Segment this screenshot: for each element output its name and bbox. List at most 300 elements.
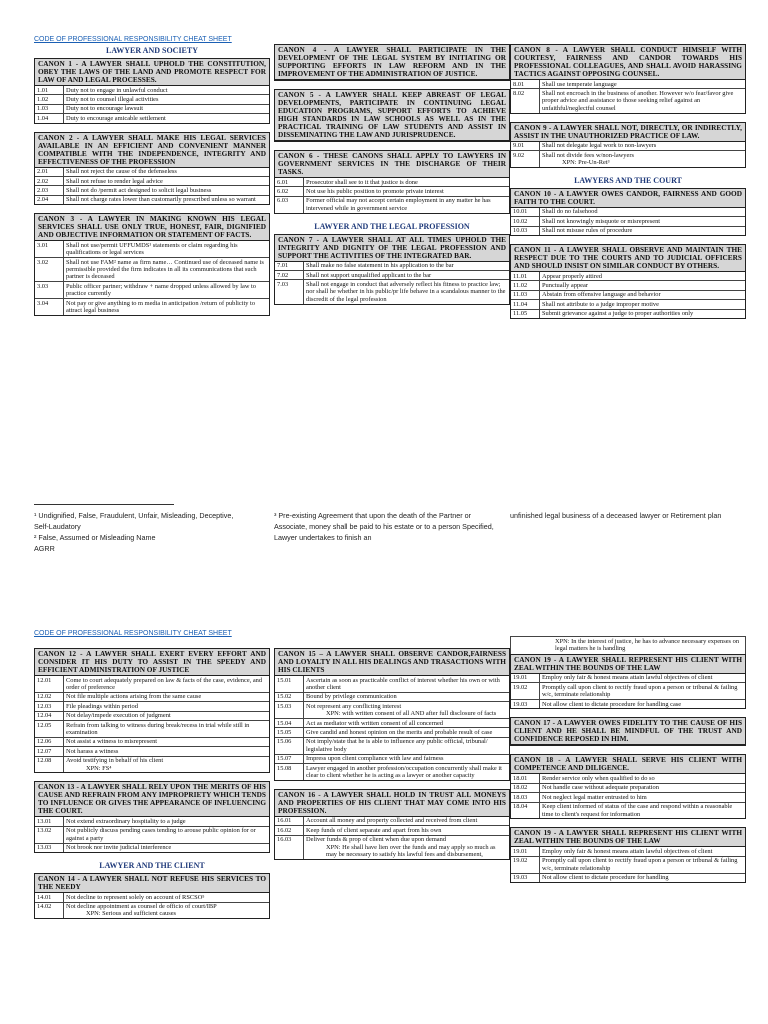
rule-text-main: Former official may not accept certain employment in any matter he has intervened while in government service <box>306 197 491 212</box>
rule-text <box>540 700 746 709</box>
footnote-3-cont: unfinished legal business of a deceased lawyer or Retirement plan <box>510 511 722 520</box>
rule-row <box>511 290 745 299</box>
rule-number: 10.03 <box>511 226 540 235</box>
rule-number: 12.02 <box>35 692 64 701</box>
header-link[interactable]: CODE OF PROFESSIONAL RESPONSIBILITY CHEAT SHEET <box>34 36 232 43</box>
rule-text <box>64 282 270 299</box>
rule-row <box>275 737 509 754</box>
rule-row <box>511 847 745 856</box>
rule-number: 14.01 <box>35 893 64 902</box>
rule-number: 10.01 <box>511 208 540 217</box>
rule-text <box>304 754 510 763</box>
rule-row <box>35 241 269 257</box>
rule-text-main: Impress upon client compliance with law and fairness <box>306 755 444 763</box>
rule-row <box>35 843 269 852</box>
rule-text-main: Not assist a witness to misrepresent <box>66 738 158 746</box>
rule-row <box>275 719 509 728</box>
rule-text <box>540 783 746 792</box>
rule-text-main: Abstain from offensive language and behavior <box>542 291 661 299</box>
rule-text <box>304 764 510 780</box>
canon-box <box>34 132 270 206</box>
rule-text <box>540 793 746 802</box>
rule-text <box>64 893 270 902</box>
canon-title: CANON 17 - A LAWYER OWES FIDELITY TO THE CAUSE OF HIS CLIENT AND HE SHALL BE MINDFUL OF THE TRUST AND CONFIDENCE REPOSED IN HIM. <box>511 718 745 745</box>
rule-text <box>64 826 270 843</box>
rule-text <box>64 817 270 826</box>
rule-text-main: Not allow client to dictate procedure for handling case <box>542 700 682 708</box>
rule-row <box>275 728 509 737</box>
rule-row <box>275 692 509 701</box>
rule-number: 7.01 <box>275 262 304 271</box>
canon-title: CANON 15 – A LAWYER SHALL OBSERVE CANDOR,FAIRNESS AND LOYALTY IN ALL HIS DEALINGS AND TRASACTIONS WITH HIS CLIENTS <box>275 649 509 676</box>
canon-title: CANON 10 - A LAWYER OWES CANDOR, FAIRNESS AND GOOD FAITH TO THE COURT. <box>511 189 745 208</box>
rule-row <box>35 186 269 195</box>
canon-box <box>34 648 270 773</box>
rule-number: 18.03 <box>511 793 540 802</box>
rules-table <box>511 80 745 113</box>
rule-number: 16.01 <box>275 817 304 826</box>
rule-text-main: Not file multiple actions arising from the same cause <box>66 693 202 701</box>
rule-text-main: Not harass a witness <box>66 747 119 755</box>
rules-table <box>275 262 509 304</box>
rule-text <box>64 86 270 95</box>
rule-text-main: Public officer partner; withdraw + name dropped unless allowed by law to practice currently <box>66 282 257 298</box>
rule-number: 15.04 <box>275 719 304 728</box>
rules-table <box>35 676 269 772</box>
footnote-agrr: AGRR <box>34 544 55 553</box>
rule-text <box>304 676 510 692</box>
rule-text <box>304 702 510 719</box>
rule-number: 2.04 <box>35 195 64 204</box>
rule-text <box>64 195 270 204</box>
canon-box <box>510 654 746 710</box>
footnote-2-text: ² False, Assumed or Misleading Name <box>34 533 156 542</box>
rule-number: 12.04 <box>35 711 64 720</box>
rule-text <box>64 186 270 195</box>
rule-row <box>35 826 269 843</box>
rule-row <box>35 299 269 315</box>
rule-row <box>275 835 509 859</box>
rule-text-main: Shall not engage in conduct that adversely reflect his fitness to practice law; nor shall he whether in his public/pr life behave in a scandalous manner to the discredit of the legal profession <box>306 280 506 303</box>
continued-exception: XPN: In the interest of justice, he has to advance necessary expenses on legal matters he is handling <box>510 636 746 654</box>
rule-text <box>64 95 270 104</box>
p1-col3 <box>510 44 746 327</box>
canon-title: CANON 14 - A LAWYER SHALL NOT REFUSE HIS SERVICES TO THE NEEDY <box>35 874 269 893</box>
rule-text-main: Shall not charge rates lower than customarily prescribed unless so warrant <box>66 196 256 204</box>
rule-text-main: Not brook nor invite judicial interference <box>66 844 172 852</box>
rule-number: 3.03 <box>35 282 64 299</box>
rule-row <box>511 217 745 226</box>
rule-text <box>64 756 270 772</box>
rule-text-main: Shall not misuse rules of procedure <box>542 227 633 235</box>
rule-row <box>275 702 509 719</box>
rule-text-main: Render service only when qualified to do so <box>542 774 655 782</box>
rule-text-main: Employ only fair & honest means attain lawful objectives of client <box>542 847 713 855</box>
rules-table <box>511 847 745 882</box>
canon-title: CANON 6 - THESE CANONS SHALL APPLY TO LAWYERS IN GOVERNMENT SERVICES IN THE DISCHARGE OF THEIR TASKS. <box>275 151 509 178</box>
rule-row <box>511 674 745 683</box>
rule-text-main: Not represent any conflicting interest <box>306 702 402 710</box>
rule-row <box>511 142 745 151</box>
p2-col2 <box>274 648 510 868</box>
rule-text-main: Come to court adequately prepared on law & facts of the case, evidence, and order of preference <box>66 676 263 691</box>
canon-title: CANON 11 - A LAWYER SHALL OBSERVE AND MAINTAIN THE RESPECT DUE TO THE COURTS AND TO JUDICIAL OFFICERS AND SHOULD INSIST ON SIMILAR CONDUCT BY OTHERS. <box>511 245 745 272</box>
header-link-2[interactable]: CODE OF PROFESSIONAL RESPONSIBILITY CHEAT SHEET <box>34 630 232 637</box>
rules-table <box>511 142 745 167</box>
rule-number: 19.02 <box>511 856 540 873</box>
rule-text-main: Shall make no false statement in his application to the bar <box>306 262 454 270</box>
canon-title: CANON 7 - A LAWYER SHALL AT ALL TIMES UPHOLD THE INTEGRITY AND DIGNITY OF THE LEGAL PROFESSION AND SUPPORT THE ACTIVITIES OF THE INTEGRATED BAR. <box>275 235 509 262</box>
rule-number: 2.02 <box>35 177 64 186</box>
rule-text <box>304 187 510 196</box>
rule-text <box>64 114 270 123</box>
rule-row <box>511 80 745 89</box>
rule-text-main: Submit grievance against a judge to proper authorities only <box>542 310 694 318</box>
rule-text <box>64 721 270 738</box>
rule-exception: XPN: with written consent of all AND after full disclosure of facts <box>326 710 497 718</box>
rule-text-main: Give candid and honest opinion on the merits and probable result of case <box>306 728 493 736</box>
canon-box <box>34 781 270 853</box>
rule-text-main: Shall not reject the cause of the defenseless <box>66 168 177 176</box>
rule-row <box>275 262 509 271</box>
rule-number: 3.02 <box>35 258 64 282</box>
rule-number: 12.03 <box>35 702 64 711</box>
rule-text-main: Punctually appear <box>542 281 588 289</box>
rule-number: 11.05 <box>511 309 540 318</box>
rule-row <box>511 856 745 873</box>
rule-number: 13.01 <box>35 817 64 826</box>
rule-text <box>304 719 510 728</box>
canon-title: CANON 3 - A LAWYER IN MAKING KNOWN HIS LEGAL SERVICES SHALL USE ONLY TRUE, HONEST, FAIR, DIGNIFIED AND OBJECTIVE INFORMATION OR STATEMENT OF FACTS. <box>35 214 269 241</box>
rule-number: 12.01 <box>35 676 64 692</box>
rule-text-main: Shall not refuse to render legal advice <box>66 177 163 185</box>
rule-text-main: Keep funds of client separate and apart from his own <box>306 826 442 834</box>
canon-title: CANON 9 - A LAWYER SHALL NOT, DIRECTLY, OR INDIRECTLY, ASSIST IN THE UNAUTHORIZED PRACTICE OF LAW. <box>511 123 745 142</box>
rule-number: 2.01 <box>35 168 64 177</box>
rule-number: 19.03 <box>511 700 540 709</box>
rule-row <box>511 700 745 709</box>
rule-text <box>304 178 510 187</box>
rule-row <box>35 282 269 299</box>
rule-text <box>304 826 510 835</box>
rule-row <box>511 309 745 318</box>
rule-text <box>540 674 746 683</box>
rule-exception: XPN: Pre-Un-Ret³ <box>562 158 610 166</box>
rule-text <box>64 676 270 692</box>
canon-box <box>34 213 270 316</box>
rule-text-main: Duty not to engage in unlawful conduct <box>66 86 168 94</box>
rule-text-main: Duty to encourage amicable settlement <box>66 114 166 122</box>
rule-row <box>35 114 269 123</box>
canon-title: CANON 19 - A LAWYER SHALL REPRESENT HIS CLIENT WITH ZEAL WITHIN THE BOUNDS OF THE LAW <box>511 828 745 847</box>
rule-row <box>275 817 509 826</box>
rule-number: 7.02 <box>275 271 304 280</box>
rule-number: 15.03 <box>275 702 304 719</box>
section-heading: LAWYER AND THE LEGAL PROFESSION <box>314 221 470 231</box>
section-heading: LAWYER AND THE CLIENT <box>99 861 205 871</box>
rule-row <box>275 764 509 780</box>
canon-box <box>34 873 270 919</box>
rule-text <box>64 737 270 746</box>
rule-text-main: Account all money and property collected and received from client <box>306 817 478 825</box>
rule-row <box>511 151 745 167</box>
rule-number: 8.02 <box>511 89 540 113</box>
rule-number: 18.01 <box>511 774 540 783</box>
rule-row <box>511 300 745 309</box>
rule-number: 11.03 <box>511 290 540 299</box>
rule-row <box>275 826 509 835</box>
canon-box <box>510 188 746 236</box>
rule-text <box>64 104 270 113</box>
rule-number: 7.03 <box>275 280 304 304</box>
rule-row <box>275 196 509 212</box>
rule-number: 19.01 <box>511 847 540 856</box>
rule-exception: XPN: FS⁴ <box>86 764 112 772</box>
rule-row <box>511 793 745 802</box>
rule-text-main: Not imply/state that he is able to influence any public official, tribunal/ legislative body <box>306 738 488 753</box>
rule-row <box>35 893 269 902</box>
rule-text-main: Shall not knowingly misquote or misrepresent <box>542 217 661 225</box>
rule-text-main: Shall not delegate legal work to non-lawyers <box>542 142 657 150</box>
rule-row <box>511 208 745 217</box>
rule-text <box>540 151 746 167</box>
rule-text-main: Duty not to counsel illegal activities <box>66 95 159 103</box>
rule-text-main: Not handle case without adequate preparation <box>542 784 659 792</box>
rules-table <box>511 208 745 235</box>
rule-number: 6.03 <box>275 196 304 212</box>
rule-text <box>304 280 510 304</box>
rule-text-main: Not extend extraordinary hospitality to a judge <box>66 817 186 825</box>
rule-text-main: Act as mediator with written consent of all concerned <box>306 719 443 727</box>
rule-text-main: Shall not divide fees w/non-lawyers <box>542 151 634 159</box>
section-heading: LAWYERS AND THE COURT <box>574 175 682 185</box>
canon-title: CANON 4 - A LAWYER SHALL PARTICIPATE IN THE DEVELOPMENT OF THE LEGAL SYSTEM BY INITIATING OR SUPPORTING EFFORTS IN LAW REFORM AND IN THE IMPROVEMENT OF THE ADMINISTRATION OF JUSTICE. <box>275 45 509 80</box>
canon-box <box>274 150 510 214</box>
rule-number: 14.02 <box>35 902 64 918</box>
rule-number: 15.07 <box>275 754 304 763</box>
rule-text <box>540 774 746 783</box>
rule-number: 16.03 <box>275 835 304 859</box>
rule-row <box>275 676 509 692</box>
rule-text <box>540 290 746 299</box>
rule-text <box>540 847 746 856</box>
rule-number: 19.02 <box>511 683 540 700</box>
rule-row <box>35 177 269 186</box>
rule-text <box>540 217 746 226</box>
rule-text <box>540 272 746 281</box>
rule-text <box>64 747 270 756</box>
canon-title: CANON 2 - A LAWYER SHALL MAKE HIS LEGAL SERVICES AVAILABLE IN AN EFFICIENT AND CONVENIENT MANNER COMPATIBLE WITH THE INDEPENDENCE, INTEGRITY AND EFFECTIVENESS OF THE PROFESSION <box>35 133 269 168</box>
rules-table <box>275 676 509 780</box>
rule-number: 11.02 <box>511 281 540 290</box>
rule-number: 12.07 <box>35 747 64 756</box>
rule-text <box>64 299 270 315</box>
rule-text-main: Not use his public position to promote private interest <box>306 187 444 195</box>
rule-text-main: Lawyer engaged in another profession/occupation concurrently shall make it clear to client whether he is acting as a lawyer or another capacity <box>306 764 502 779</box>
canon-box <box>510 827 746 883</box>
rule-text <box>540 281 746 290</box>
rule-row <box>35 817 269 826</box>
rule-text <box>540 683 746 700</box>
rule-text <box>540 300 746 309</box>
rule-number: 8.01 <box>511 80 540 89</box>
rules-table <box>35 86 269 123</box>
rule-number: 9.02 <box>511 151 540 167</box>
rule-row <box>35 747 269 756</box>
rule-row <box>275 187 509 196</box>
rule-number: 19.01 <box>511 674 540 683</box>
rules-table <box>35 241 269 315</box>
rule-text-main: Shall do no falsehood <box>542 208 598 216</box>
rule-row <box>35 711 269 720</box>
rule-number: 19.03 <box>511 873 540 882</box>
canon-box <box>34 58 270 124</box>
rule-text <box>540 873 746 882</box>
rule-row <box>275 178 509 187</box>
rule-row <box>511 281 745 290</box>
rules-table <box>511 674 745 709</box>
rule-text <box>64 177 270 186</box>
rule-text <box>304 817 510 826</box>
rule-text-main: Keep client informed of status of the case and respond within a reasonable time to client's request for information <box>542 803 733 818</box>
rule-text-main: Shall not use/permit UFFUMDS¹ statements or claim regarding his qualifications or legal services <box>66 241 238 257</box>
rule-number: 1.02 <box>35 95 64 104</box>
rule-row <box>511 89 745 113</box>
rule-number: 15.06 <box>275 737 304 754</box>
rule-number: 1.03 <box>35 104 64 113</box>
rule-row <box>275 280 509 304</box>
rule-number: 18.02 <box>511 783 540 792</box>
p1-col1 <box>34 44 270 324</box>
rule-text <box>540 856 746 873</box>
rule-text-main: Not delay/impede execution of judgment <box>66 712 171 720</box>
rule-number: 15.08 <box>275 764 304 780</box>
rule-text <box>64 168 270 177</box>
rule-row <box>511 774 745 783</box>
rule-text-main: Not allow client to dictate procedure for handling <box>542 874 669 882</box>
rule-number: 9.01 <box>511 142 540 151</box>
rule-row <box>35 195 269 204</box>
rule-text-main: Shall use temperate language <box>542 80 617 88</box>
rule-row <box>35 104 269 113</box>
rule-row <box>35 756 269 772</box>
rule-text-main: Promptly call upon client to rectify fraud upon a person or tribunal & failing w/c, terminate relationship <box>542 683 738 699</box>
rule-text-main: Not neglect legal matter entrusted to him <box>542 793 647 801</box>
rule-text-main: Avoid testifying in behalf of his client <box>66 757 164 765</box>
rule-text-main: Appear properly attired <box>542 272 602 280</box>
footnote-1-text: ¹ Undignified, False, Fraudulent, Unfair, Misleading, Deceptive, Self-Laudatory <box>34 511 234 531</box>
rule-text <box>540 309 746 318</box>
rule-number: 6.01 <box>275 178 304 187</box>
rule-text <box>540 80 746 89</box>
rule-text <box>64 692 270 701</box>
rule-text-main: Not decline to represent solely on account of RSCSO⁵ <box>66 893 205 901</box>
rule-text <box>540 226 746 235</box>
canon-box <box>510 244 746 319</box>
rule-text <box>304 196 510 212</box>
rule-text <box>64 241 270 257</box>
rule-number: 11.04 <box>511 300 540 309</box>
rule-text <box>304 835 510 859</box>
canon-box <box>510 754 746 819</box>
rule-text-main: Deliver funds & prop of client when due upon demand <box>306 836 447 844</box>
section-heading: LAWYER AND SOCIETY <box>105 46 199 55</box>
rule-text <box>64 902 270 918</box>
rule-text-main: Not decline appointment as counsel de officio of court/IBP <box>66 903 217 910</box>
footnote-3: ³ Pre-existing Agreement that upon the death of the Partner or Associate, money shall be paid to his estate or to a person Specified, Lawyer undertakes to finish an <box>274 511 494 542</box>
canon-title: CANON 13 - A LAWYER SHALL RELY UPON THE MERITS OF HIS CAUSE AND REFRAIN FROM ANY IMPROPRIETY WHICH TENDS TO INFLUENCE OR GIVES THE APPEARANCE OF INFLUENCING THE COURT. <box>35 782 269 817</box>
p2-col3 <box>510 636 746 891</box>
rule-text-main: Refrain from talking to witness during break/recess in trial while still in examination <box>66 721 250 736</box>
rule-number: 12.06 <box>35 737 64 746</box>
rule-text-main: Not pay or give anything to m media in anticipation /return of publicity to attract legal business <box>66 299 256 314</box>
rules-table <box>275 178 509 213</box>
rule-row <box>511 272 745 281</box>
rule-row <box>35 258 269 282</box>
canon-box <box>274 234 510 305</box>
canon-box <box>510 44 746 114</box>
rule-row <box>35 737 269 746</box>
rules-table <box>35 168 269 205</box>
rule-text-main: Promptly call upon client to rectify fraud upon a person or tribunal & failing w/c, terminate relationship <box>542 857 738 872</box>
rule-text-main: Shall not attribute to a judge improper motive <box>542 300 659 308</box>
rule-exception: XPN: Serious and sufficient causes <box>86 910 177 918</box>
rule-row <box>35 95 269 104</box>
rule-number: 18.04 <box>511 802 540 818</box>
canon-box <box>274 789 510 860</box>
rule-text <box>64 711 270 720</box>
canon-box <box>274 648 510 781</box>
rule-number: 15.01 <box>275 676 304 692</box>
canon-title: CANON 12 - A LAWYER SHALL EXERT EVERY EFFORT AND CONSIDER IT HIS DUTY TO ASSIST IN THE SPEEDY AND EFFICIENT ADMINISTRATION OF JUSTICE <box>35 649 269 676</box>
rules-table <box>35 817 269 852</box>
rule-text-main: File pleadings within period <box>66 702 138 710</box>
canon-title: CANON 18 - A LAWYER SHALL SERVE HIS CLIENT WITH COMPETENCE AND DILIGENCE. <box>511 755 745 774</box>
rule-text-main: Duty not to encourage lawsuit <box>66 105 144 113</box>
rule-row <box>511 226 745 235</box>
rule-text-main: Prosecutor shall see to it that justice is done <box>306 178 418 186</box>
rule-row <box>35 702 269 711</box>
rule-number: 15.05 <box>275 728 304 737</box>
rule-row <box>35 676 269 692</box>
rule-row <box>511 683 745 700</box>
rules-table <box>35 893 269 918</box>
rule-text-main: Bound by privilege communication <box>306 693 397 701</box>
rule-text <box>64 258 270 282</box>
canon-box <box>274 89 510 142</box>
rule-number: 10.02 <box>511 217 540 226</box>
rule-text-main: Not publicly discuss pending cases tending to arouse public opinion for or against a party <box>66 827 256 842</box>
rule-text <box>540 142 746 151</box>
rule-number: 13.02 <box>35 826 64 843</box>
rules-table <box>511 272 745 318</box>
rule-row <box>35 902 269 918</box>
canon-title: CANON 5 - A LAWYER SHALL KEEP ABREAST OF LEGAL DEVELOPMENTS, PARTICIPATE IN CONTINUING LEGAL EDUCATION PROGRAMS, SUPPORT EFFORTS TO ACHIEVE HIGH STANDARDS IN LAW SCHOOLS AS WELL AS IN THE PRACTICAL TRAINING OF LAW STUDENTS AND ASSIST IN DISSEMINATING THE LAW AND JURISPRUDENCE. <box>275 90 509 141</box>
p2-col1 <box>34 648 270 927</box>
rule-text <box>540 802 746 818</box>
canon-title: CANON 1 - A LAWYER SHALL UPHOLD THE CONSTITUTION, OBEY THE LAWS OF THE LAND AND PROMOTE RESPECT FOR LAW OF AND LEGAL PROCESSES. <box>35 59 269 86</box>
rule-text-main: Shall not support unqualified applicant to the bar <box>306 271 432 279</box>
rule-number: 11.01 <box>511 272 540 281</box>
rule-row <box>275 271 509 280</box>
rule-number: 2.03 <box>35 186 64 195</box>
rule-row <box>275 754 509 763</box>
rules-table <box>511 774 745 818</box>
rule-text-main: Shall not encroach in the business of another. However w/o fear/favor give proper advice and assistance to those seeking relief against an unfaithful/neglectful counsel <box>542 89 734 112</box>
rule-text-main: Ascertain as soon as practicable conflict of interest whether his own or with another client <box>306 676 500 691</box>
rule-number: 3.01 <box>35 241 64 257</box>
rule-text <box>304 262 510 271</box>
